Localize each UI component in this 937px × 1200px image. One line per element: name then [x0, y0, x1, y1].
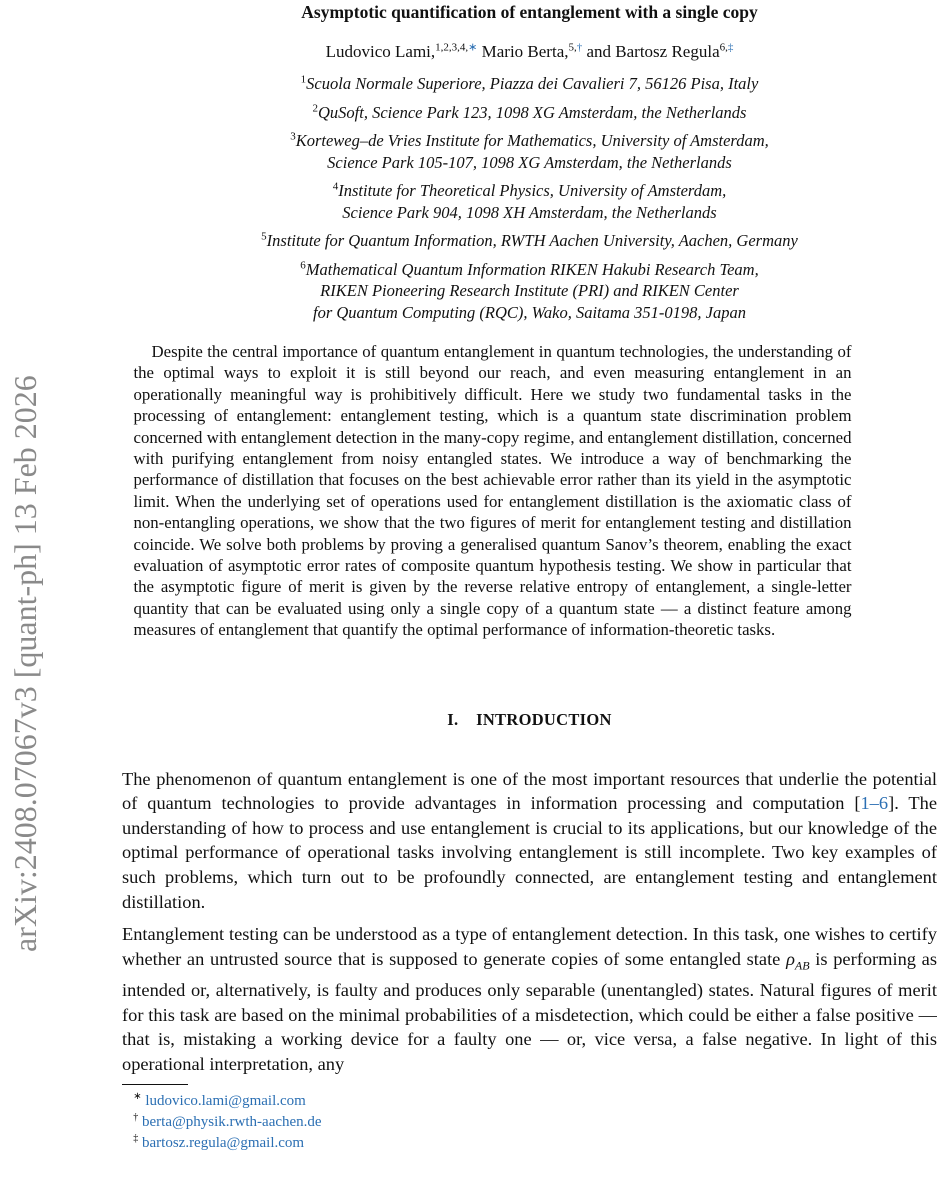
paragraph-text: Entanglement testing can be understood as a type of entanglement detection. In this task, one wishes to certify whether an untrusted source that is supposed to generate copies of some entangled state: [122, 924, 937, 969]
author-footnote-link[interactable]: †: [576, 41, 583, 54]
arxiv-side-stamp: [0, 240, 46, 960]
math-subscript: AB: [794, 958, 810, 973]
citation-link[interactable]: 6: [878, 793, 889, 814]
citation-link[interactable]: 1: [860, 793, 870, 814]
section-number: I.: [447, 709, 459, 729]
affiliation: [122, 73, 937, 95]
paragraph-text: The phenomenon of quantum entanglement is one of the most important resources that underlie the potential of quantum technologies to provide advantages in information processing and computation [: [122, 768, 937, 814]
footnote-symbol: †: [133, 1112, 139, 1124]
email-link[interactable]: ludovico.lami@gmail.com: [145, 1093, 306, 1110]
affiliation-number: 2: [312, 102, 318, 114]
section-heading: [122, 710, 937, 730]
affiliation-number: 3: [290, 130, 296, 143]
footnote: [122, 1091, 937, 1112]
affiliation: [122, 102, 937, 124]
section-title: INTRODUCTION: [476, 709, 612, 729]
footnote: [122, 1133, 937, 1154]
affiliation-line: for Quantum Computing (RQC), Wako, Saitama 351-0198, Japan: [313, 302, 746, 322]
author-affil-marks: 1,2,3,4,: [435, 41, 469, 54]
author-list: [122, 41, 937, 63]
author-name: Mario Berta,: [481, 42, 569, 61]
abstract: Despite the central importance of quantum entanglement in quantum technologies, the understanding of the optimal ways to exploit it is still beyond our reach, and even measuring entanglement in an operationally meaningful way is prohibitively difficult. Here we study two fundamental tasks in the processing of entanglement: entanglement testing, which is a quantum state discrimination problem concerned with entanglement detection in the many-copy regime, and entanglement distillation, concerned with purifying entanglement from noisy entangled states. We introduce a way of benchmarking the performance of distillation that focuses on the best achievable error rather than its yield in the asymptotic limit. When the underlying set of operations used for entanglement distillation is the axiomatic class of non-entangling operations, we show that the two figures of merit for entanglement testing and distillation coincide. We solve both problems by proving a generalised quantum Sanov’s theorem, enabling the exact evaluation of asymptotic error rates of composite quantum hypothesis testing. We show in particular that the asymptotic figure of merit is given by the reverse relative entropy of entanglement, a single-letter quantity that can be evaluated using only a single copy of a quantum state — a distinct feature among measures of entanglement that quantify the optimal performance of information-theoretic tasks.: [133, 342, 852, 640]
arxiv-identifier: arXiv:2408.07067v3 [quant-ph] 13 Feb 2026: [7, 375, 43, 952]
footnote-symbol: ∗: [133, 1091, 142, 1103]
email-link[interactable]: berta@physik.rwth-aachen.de: [142, 1114, 322, 1131]
arxiv-stamp-graphic: [0, 240, 46, 960]
affiliation-number: 5: [261, 230, 267, 243]
math-symbol: ρ: [786, 948, 795, 969]
affiliation: [122, 230, 937, 252]
affiliation-line: Science Park 904, 1098 XH Amsterdam, the Netherlands: [342, 202, 717, 222]
affiliation: [122, 180, 937, 223]
paper-page: [122, 0, 937, 1154]
author-name: and Bartosz Regula: [586, 42, 720, 61]
email-link[interactable]: bartosz.regula@gmail.com: [142, 1135, 305, 1152]
footnotes: [122, 1091, 937, 1154]
intro-paragraph-1: [122, 767, 937, 915]
affiliation: [122, 130, 937, 173]
affiliation-number: 1: [300, 73, 307, 86]
affiliation-line: Science Park 105-107, 1098 XG Amsterdam, the Netherlands: [327, 152, 732, 172]
affiliation-line: Institute for Quantum Information, RWTH Aachen University, Aachen, Germany: [266, 231, 798, 250]
affiliation: [122, 259, 937, 324]
citation-range-dash: –: [869, 793, 879, 814]
footnote-symbol: ‡: [133, 1133, 139, 1145]
author-footnote-link[interactable]: ∗: [468, 41, 478, 54]
affiliation-line: RIKEN Pioneering Research Institute (PRI) and RIKEN Center: [320, 281, 739, 300]
affiliation-line: Scuola Normale Superiore, Piazza dei Cavalieri 7, 56126 Pisa, Italy: [306, 74, 759, 93]
author-affil-marks: 6,: [719, 41, 728, 54]
affiliation-line: Institute for Theoretical Physics, University of Amsterdam,: [338, 181, 727, 200]
author-footnote-link[interactable]: ‡: [727, 41, 734, 54]
author-affil-marks: 5,: [568, 41, 577, 54]
footnote-rule: [122, 1084, 188, 1085]
paper-title: Asymptotic quantification of entanglement with a single copy: [301, 2, 758, 22]
affiliation-line: QuSoft, Science Park 123, 1098 XG Amsterdam, the Netherlands: [318, 102, 747, 122]
author-name: Ludovico Lami,: [325, 42, 436, 61]
affiliation-line: Mathematical Quantum Information RIKEN Hakubi Research Team,: [305, 259, 759, 279]
affiliation-number: 4: [332, 180, 339, 193]
math-rho: [786, 948, 810, 973]
paragraph-text: ]. The understanding of how to process and use entanglement is crucial to its applications, but our knowledge of the optimal performance of operational tasks involving entanglement is still incomplete. Two key examples of such problems, which turn out to be profoundly connected, are entanglement testing and entanglement distillation.: [122, 793, 937, 912]
footnote: [122, 1112, 937, 1133]
intro-paragraph-2: [122, 922, 937, 1076]
paragraph-text: is performing as intended or, alternatively, is faulty and produces only separable (unentangled) states. Natural figures of merit for this task are based on the minimal probabilities of a misdetection, which could be either a false positive — that is, mistaking a working device for a faulty one — or, vice versa, a false negative. In light of this operational interpretation, any: [122, 948, 937, 1074]
affiliation-list: [122, 73, 937, 323]
affiliation-number: 6: [300, 259, 306, 271]
affiliation-line: Korteweg–de Vries Institute for Mathematics, University of Amsterdam,: [295, 131, 769, 150]
